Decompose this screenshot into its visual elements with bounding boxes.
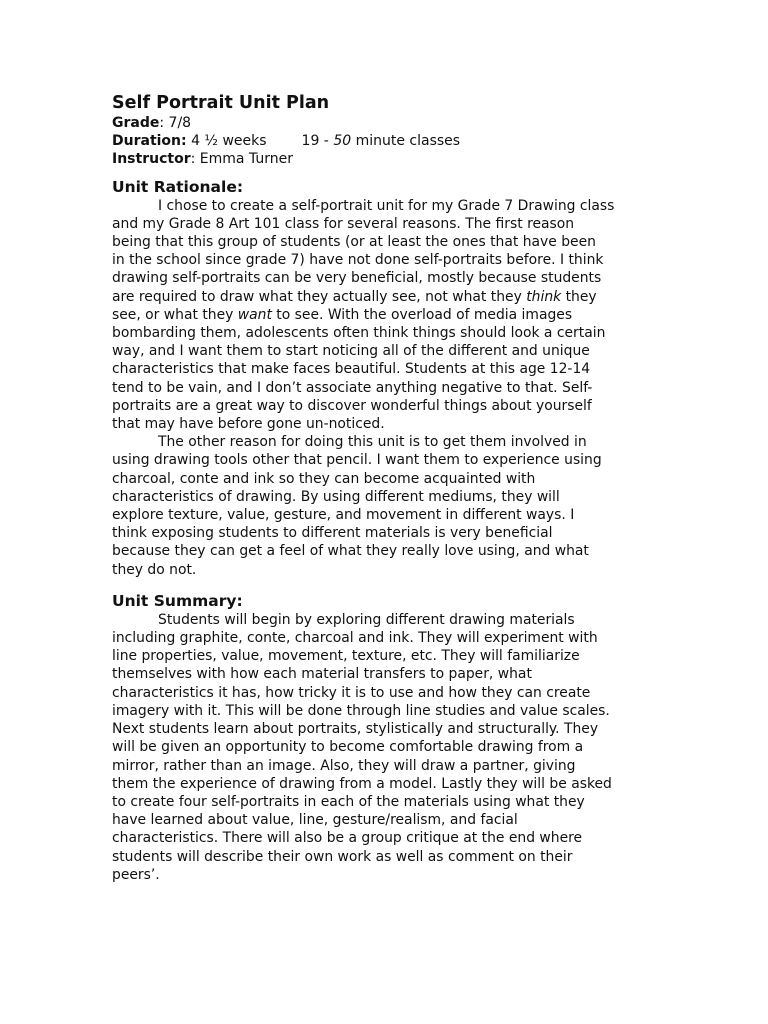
document-page — [112, 93, 660, 884]
document-title: Self Portrait Unit Plan — [112, 93, 330, 113]
summary-heading: Unit Summary: — [112, 591, 243, 610]
rationale-paragraph-2 — [112, 433, 660, 579]
instructor-separator: : — [190, 151, 200, 168]
text-line: line properties, value, movement, texture, etc. They will familiarize — [112, 648, 580, 665]
grade-line — [112, 114, 660, 132]
instructor-label: Instructor — [112, 151, 191, 168]
grade-label: Grade — [112, 115, 160, 131]
text-line: have learned about value, line, gesture/realism, and facial — [112, 812, 518, 829]
text-line: think exposing students to different materials is very beneficial — [112, 525, 553, 542]
text-line: in the school since grade 7) have not done self-portraits before. I think — [112, 252, 604, 269]
text-line: because they can get a feel of what they really love using, and what — [112, 543, 589, 560]
text-line: them the experience of drawing from a model. Lastly they will be asked — [112, 775, 612, 792]
text-line: I chose to create a self-portrait unit for my Grade 7 Drawing class — [158, 197, 615, 214]
text-line: that may have before gone un-noticed. — [112, 416, 385, 433]
grade-value: 7/8 — [168, 115, 192, 131]
text-line: Next students learn about portraits, stylistically and structurally. They — [112, 721, 599, 738]
summary-paragraph — [112, 611, 660, 884]
text-line: The other reason for doing this unit is to get them involved in — [158, 434, 587, 451]
text-line: to create four self-portraits in each of the materials using what they — [112, 793, 585, 810]
instructor-line — [112, 150, 660, 168]
text-line: characteristics. There will also be a group critique at the end where — [112, 830, 583, 847]
text-line: charcoal, conte and ink so they can become acquainted with — [112, 470, 536, 487]
duration-label: Duration: — [112, 133, 187, 150]
text-line: imagery with it. This will be done through line studies and value scales. — [112, 702, 610, 719]
text-line: themselves with how each material transfers to paper, what — [112, 666, 532, 683]
text-line: way, and I want them to start noticing all of the different and unique — [112, 343, 590, 360]
text-line: characteristics that make faces beautiful. Students at this age 12-14 — [112, 361, 591, 378]
emphasis-want: want — [237, 306, 272, 323]
rationale-paragraph-1 — [112, 197, 660, 434]
text-line: characteristics of drawing. By using different mediums, they will — [112, 488, 560, 505]
duration-line — [112, 132, 660, 150]
text-line: mirror, rather than an image. Also, they will draw a partner, giving — [112, 757, 576, 774]
text-line: being that this group of students (or at least the ones that have been — [112, 234, 596, 251]
text-line: see, or what they want to see. With the overload of media images — [112, 306, 573, 323]
text-line: are required to draw what they actually see, not what they think they — [112, 288, 597, 305]
text-line: peers’. — [112, 866, 160, 883]
text-line: including graphite, conte, charcoal and ink. They will experiment with — [112, 630, 598, 647]
duration-classes-minutes: 50 — [333, 133, 352, 150]
text-line: Students will begin by exploring different drawing materials — [158, 611, 575, 628]
text-line: students will describe their own work as well as comment on their — [112, 848, 573, 865]
instructor-value: Emma Turner — [199, 151, 293, 168]
text-line: they do not. — [112, 561, 197, 578]
text-line: bombarding them, adolescents often think things should look a certain — [112, 325, 606, 342]
duration-classes-suffix: minute classes — [351, 133, 461, 150]
text-line: drawing self-portraits can be very beneficial, mostly because students — [112, 270, 602, 287]
text-line: will be given an opportunity to become comfortable drawing from a — [112, 739, 584, 756]
text-line: characteristics it has, how tricky it is to use and how they can create — [112, 684, 591, 701]
emphasis-think: think — [526, 288, 562, 305]
text-line: explore texture, value, gesture, and movement in different ways. I — [112, 507, 575, 524]
text-line: tend to be vain, and I don’t associate anything negative to that. Self- — [112, 379, 593, 396]
text-line: portraits are a great way to discover wonderful things about yourself — [112, 397, 592, 414]
duration-weeks: 4 ½ weeks — [186, 133, 267, 150]
text-line: and my Grade 8 Art 101 class for several reasons. The first reason — [112, 215, 575, 232]
duration-classes-prefix: 19 - — [301, 133, 334, 150]
grade-separator: : — [159, 115, 169, 131]
text-line: using drawing tools other that pencil. I want them to experience using — [112, 452, 602, 469]
rationale-heading: Unit Rationale: — [112, 177, 244, 196]
